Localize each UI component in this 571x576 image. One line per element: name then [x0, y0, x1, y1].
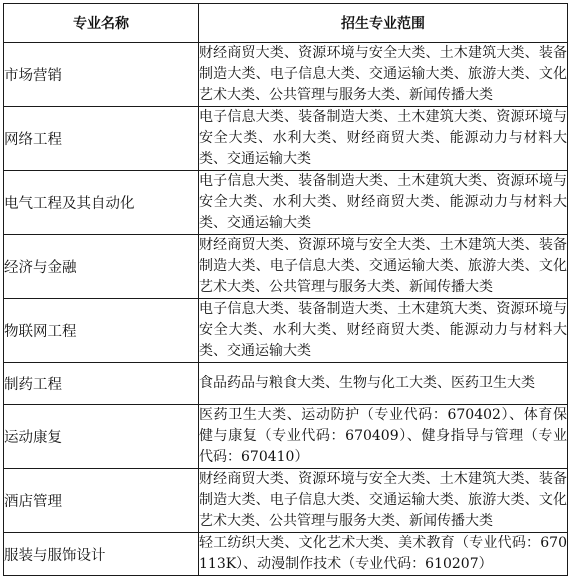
major-name-cell: 电气工程及其自动化: [4, 171, 199, 235]
major-name-cell: 经济与金融: [4, 235, 199, 299]
table-row: [4, 299, 568, 363]
table-row: [4, 363, 568, 405]
header-major-name: 专业名称: [4, 4, 199, 43]
scope-cell: 财经商贸大类、资源环境与安全大类、土木建筑大类、装备制造大类、电子信息大类、交通运输大类、旅游大类、文化艺术大类、公共管理与服务大类、新闻传播大类: [199, 469, 568, 533]
scope-cell: 电子信息大类、装备制造大类、土木建筑大类、资源环境与安全大类、水利大类、财经商贸大类、能源动力与材料大类、交通运输大类: [199, 299, 568, 363]
table-row: [4, 107, 568, 171]
table-row: [4, 43, 568, 107]
header-enrollment-scope: 招生专业范围: [199, 4, 568, 43]
major-name-cell: 酒店管理: [4, 469, 199, 533]
table-row: [4, 405, 568, 469]
scope-cell: 财经商贸大类、资源环境与安全大类、土木建筑大类、装备制造大类、电子信息大类、交通运输大类、旅游大类、文化艺术大类、公共管理与服务大类、新闻传播大类: [199, 235, 568, 299]
scope-cell: 医药卫生大类、运动防护（专业代码：670402）、体育保健与康复（专业代码：670409）、健身指导与管理（专业代码：670410）: [199, 405, 568, 469]
table-row: [4, 171, 568, 235]
scope-cell: 轻工纺织大类、文化艺术大类、美术教育（专业代码：670113K）、动漫制作技术（专业代码：610207）: [199, 533, 568, 576]
table-row: [4, 533, 568, 576]
scope-cell: 电子信息大类、装备制造大类、土木建筑大类、资源环境与安全大类、水利大类、财经商贸大类、能源动力与材料大类、交通运输大类: [199, 107, 568, 171]
major-name-cell: 运动康复: [4, 405, 199, 469]
major-name-cell: 服装与服饰设计: [4, 533, 199, 576]
table-row: [4, 469, 568, 533]
scope-cell: 食品药品与粮食大类、生物与化工大类、医药卫生大类: [199, 363, 568, 405]
major-name-cell: 制药工程: [4, 363, 199, 405]
table-header-row: [4, 4, 568, 43]
major-name-cell: 市场营销: [4, 43, 199, 107]
table-row: [4, 235, 568, 299]
scope-cell: 电子信息大类、装备制造大类、土木建筑大类、资源环境与安全大类、水利大类、财经商贸大类、能源动力与材料大类、交通运输大类: [199, 171, 568, 235]
major-name-cell: 物联网工程: [4, 299, 199, 363]
major-scope-table: [3, 3, 568, 576]
scope-cell: 财经商贸大类、资源环境与安全大类、土木建筑大类、装备制造大类、电子信息大类、交通运输大类、旅游大类、文化艺术大类、公共管理与服务大类、新闻传播大类: [199, 43, 568, 107]
major-name-cell: 网络工程: [4, 107, 199, 171]
